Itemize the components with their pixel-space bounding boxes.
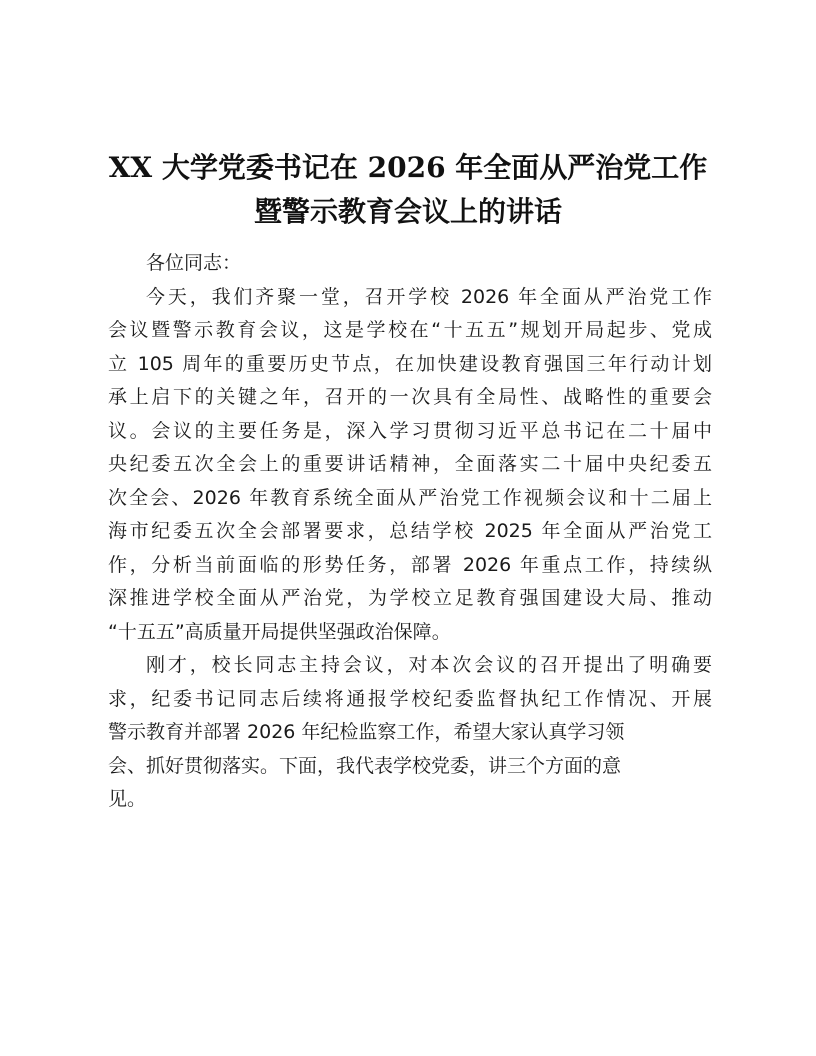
title-line-1: XX 大学党委书记在 2026 年全面从严治党工作 [108, 151, 708, 184]
text-line: 会议暨警示教育会议，这是学校在“十五五”规划开局起步、党成 [108, 319, 712, 341]
text-line: 央纪委五次全会上的重要讲话精神，全面落实二十届中央纪委五 [108, 453, 712, 475]
text-line: 会、抓好贯彻落实。下面，我代表学校党委，讲三个方面的意 [108, 754, 622, 777]
salutation: 各位同志： [146, 252, 242, 274]
text-line: 立 105 周年的重要历史节点，在加快建设教育强国三年行动计划 [108, 352, 712, 375]
paragraph-2 [108, 649, 712, 817]
text-line: 作，分析当前面临的形势任务，部署 2026 年重点工作，持续纵 [108, 553, 712, 576]
text-line: 刚才，校长同志主持会议，对本次会议的召开提出了明确要 [146, 654, 712, 676]
text-line: 深推进学校全面从严治党，为学校立足教育强国建设大局、推动 [108, 587, 712, 609]
document-title [100, 146, 716, 234]
paragraph-1 [108, 281, 712, 650]
text-line: 求，纪委书记同志后续将通报学校纪委监督执纪工作情况、开展 [108, 687, 712, 710]
text-line: 海市纪委五次全会部署要求，总结学校 2025 年全面从严治党工 [108, 520, 712, 542]
text-line: 次全会、2026 年教育系统全面从严治党工作视频会议和十二届上 [108, 486, 712, 509]
text-line: 议。会议的主要任务是，深入学习贯彻习近平总书记在二十届中 [108, 419, 712, 442]
document-body [108, 247, 712, 817]
text-line: “十五五”高质量开局提供坚强政治保障。 [108, 620, 451, 643]
text-line: 今天，我们齐聚一堂，召开学校 2026 年全面从严治党工作 [146, 285, 712, 308]
text-line: 见。 [108, 788, 147, 810]
text-line: 警示教育并部署 2026 年纪检监察工作，希望大家认真学习领 [108, 721, 625, 743]
text-line: 承上启下的关键之年，召开的一次具有全局性、战略性的重要会 [108, 386, 712, 408]
title-line-2: 暨警示教育会议上的讲话 [253, 195, 562, 228]
